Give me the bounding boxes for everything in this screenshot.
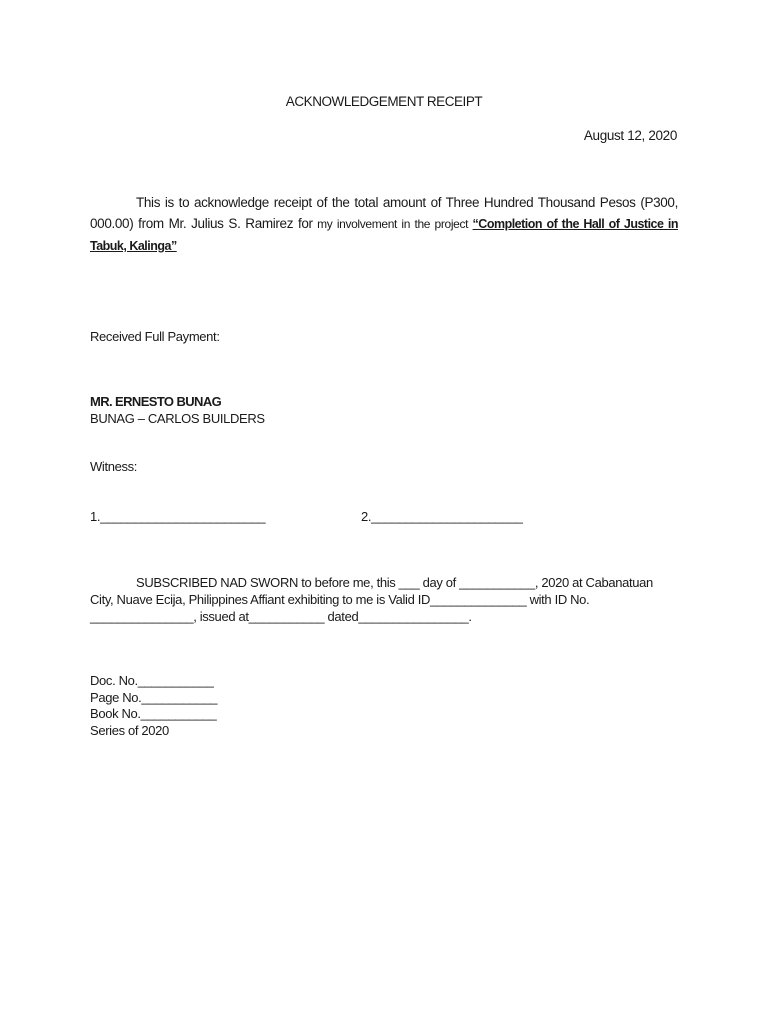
signer-name: MR. ERNESTO BUNAG xyxy=(90,394,222,409)
page-no-line: Page No.___________ xyxy=(90,689,218,705)
document-date: August 12, 2020 xyxy=(583,128,677,143)
oath-text: SUBSCRIBED NAD SWORN to before me, this ___ day of ___________, 2020 at Cabanatuan City, Nuave Ecija, Philippines Affiant exhibiting to me is Valid ID______________ with ID No. _______________, issued at___________ dated________________. xyxy=(90,575,653,624)
witness-line-2: 2.______________________ xyxy=(361,509,523,524)
receipt-text-main: This is to acknowledge receipt of the total amount of Three Hundred Thousand Pesos (P300, 000.00) from Mr. Julius S. Ramirez for xyxy=(90,195,678,231)
oath-paragraph xyxy=(90,574,662,625)
book-no-line: Book No.___________ xyxy=(90,706,217,721)
witness-line-1: 1.________________________ xyxy=(90,509,266,524)
notary-block xyxy=(90,673,217,739)
receipt-paragraph xyxy=(90,192,678,257)
project-name: “Completion of the Hall of Justice in Tabuk, Kalinga” xyxy=(90,217,678,253)
signer-company: BUNAG – CARLOS BUILDERS xyxy=(90,411,265,426)
series-line: Series of 2020 xyxy=(90,722,169,738)
document-title: ACKNOWLEDGEMENT RECEIPT xyxy=(285,94,483,109)
witness-label: Witness: xyxy=(90,459,138,474)
received-payment-label: Received Full Payment: xyxy=(90,329,220,344)
doc-no-line: Doc. No.___________ xyxy=(90,673,214,688)
receipt-text-involvement: my involvement in the project xyxy=(312,217,473,231)
